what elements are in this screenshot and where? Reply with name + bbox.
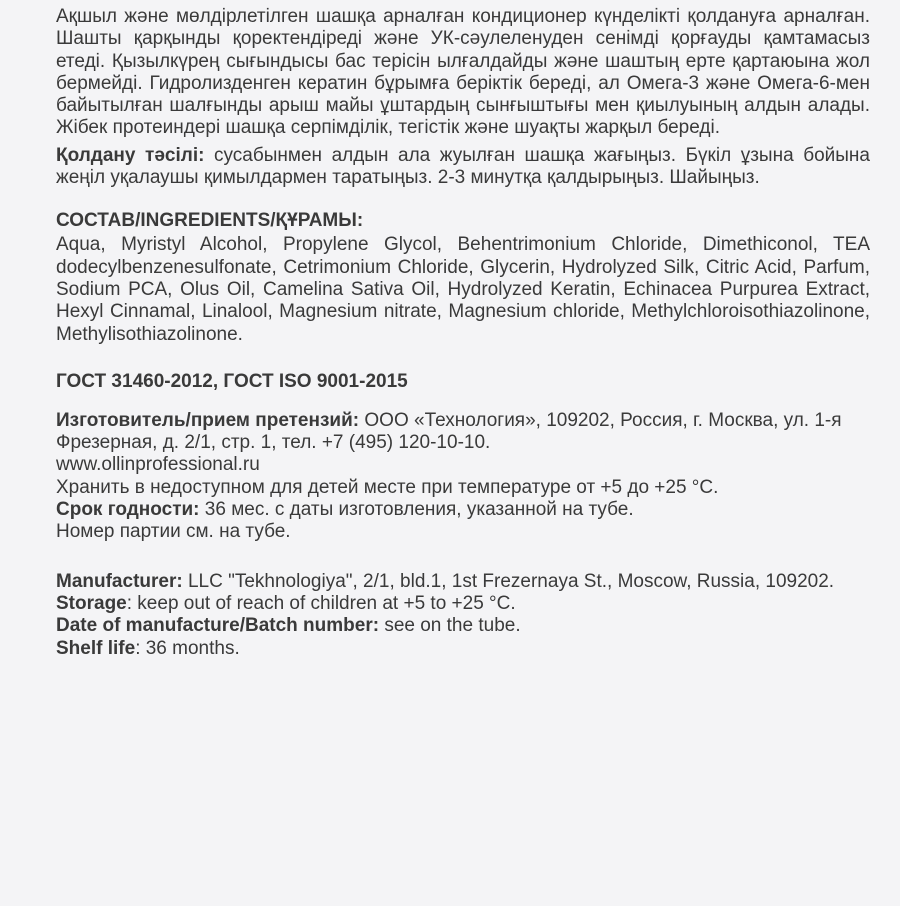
shelf-life-ru bbox=[56, 499, 870, 521]
manufacturer-info-ru bbox=[56, 410, 870, 544]
shelf-life-ru-text: 36 мес. с даты изготовления, указанной на тубе. bbox=[199, 499, 634, 521]
gost-standards: ГОСТ 31460-2012, ГОСТ ISO 9001-2015 bbox=[56, 370, 408, 392]
label-page bbox=[0, 6, 900, 906]
date-batch-en-text: see on the tube. bbox=[379, 615, 521, 637]
storage-en bbox=[56, 593, 870, 615]
usage-label: Қолдану тәсілі: bbox=[56, 144, 205, 166]
manufacturer-ru-address: ООО «Технология», 109202, Россия, г. Москва, ул. 1-я Фрезерная, д. 2/1, стр. 1, тел. +7 (495) 120-10-10. bbox=[56, 409, 842, 454]
storage-en-label: Storage bbox=[56, 592, 127, 614]
shelf-life-en bbox=[56, 638, 870, 660]
manufacturer-info-en bbox=[56, 571, 870, 660]
storage-ru: Хранить в недоступном для детей месте при температуре от +5 до +25 °С. bbox=[56, 476, 719, 498]
ingredients-heading: СОСТАВ/INGREDIENTS/ҚҰРАМЫ: bbox=[56, 210, 364, 232]
date-batch-en-label: Date of manufacture/Batch number: bbox=[56, 615, 380, 637]
usage-instructions bbox=[56, 145, 870, 190]
batch-ru: Номер партии см. на тубе. bbox=[56, 521, 291, 543]
usage-text: сусабынмен алдын ала жуылған шашқа жағыңыз. Бүкіл ұзына бойына жеңіл уқалаушы қимылдармен таратыңыз. 2-3 минутқа қалдырыңыз. Шайыңыз. bbox=[56, 144, 870, 189]
shelf-life-en-text: : 36 months. bbox=[135, 637, 240, 659]
manufacturer-en-address: LLC "Tekhnologiya", 2/1, bld.1, 1st Frezernaya St., Moscow, Russia, 109202. bbox=[182, 570, 835, 592]
shelf-life-en-label: Shelf life bbox=[56, 637, 136, 659]
website-link: www.ollinprofessional.ru bbox=[56, 454, 260, 476]
product-description: Ақшыл және мөлдірлетілген шашқа арналған кондиционер күнделікті қолдануға арналған. Шашты қарқынды қоректендіреді және УК-сәулеленуден сенімді қорғауды қамтамасыз етеді. Қызылкүрең сығындысы бас терісін ылғалдайды және шаштың ерте қартаюына жол бермейді. Гидролизденген кератин бұрымға беріктік береді, ал Омега-3 және Омега-6-мен байытылған шалғынды арыш майы ұштардың сынғыштығы мен қиылуының алдын алады. Жібек протеиндері шашқа серпімділік, тегістік және шуақты жарқыл береді. bbox=[56, 6, 870, 139]
ingredients-list: Aqua, Myristyl Alcohol, Propylene Glycol, Behentrimonium Chloride, Dimethiconol, TEA dodecylbenzenesulfonate, Cetrimonium Chloride, Glycerin, Hydrolyzed Silk, Citric Acid, Parfum, Sodium PCA, Olus Oil, Camelina Sativa Oil, Hydrolyzed Keratin, Echinacea Purpurea Extract, Hexyl Cinnamal, Linalool, Magnesium nitrate, Magnesium chloride, Methylchloroisothiazolinone, Methylisothiazolinone. bbox=[56, 234, 870, 345]
storage-en-text: : keep out of reach of children at +5 to +25 °C. bbox=[126, 592, 516, 614]
manufacturer-ru-label: Изготовитель/прием претензий: bbox=[56, 409, 360, 431]
date-batch-en bbox=[56, 615, 870, 637]
manufacturer-en-label: Manufacturer: bbox=[56, 570, 183, 592]
shelf-life-ru-label: Срок годности: bbox=[56, 499, 200, 521]
